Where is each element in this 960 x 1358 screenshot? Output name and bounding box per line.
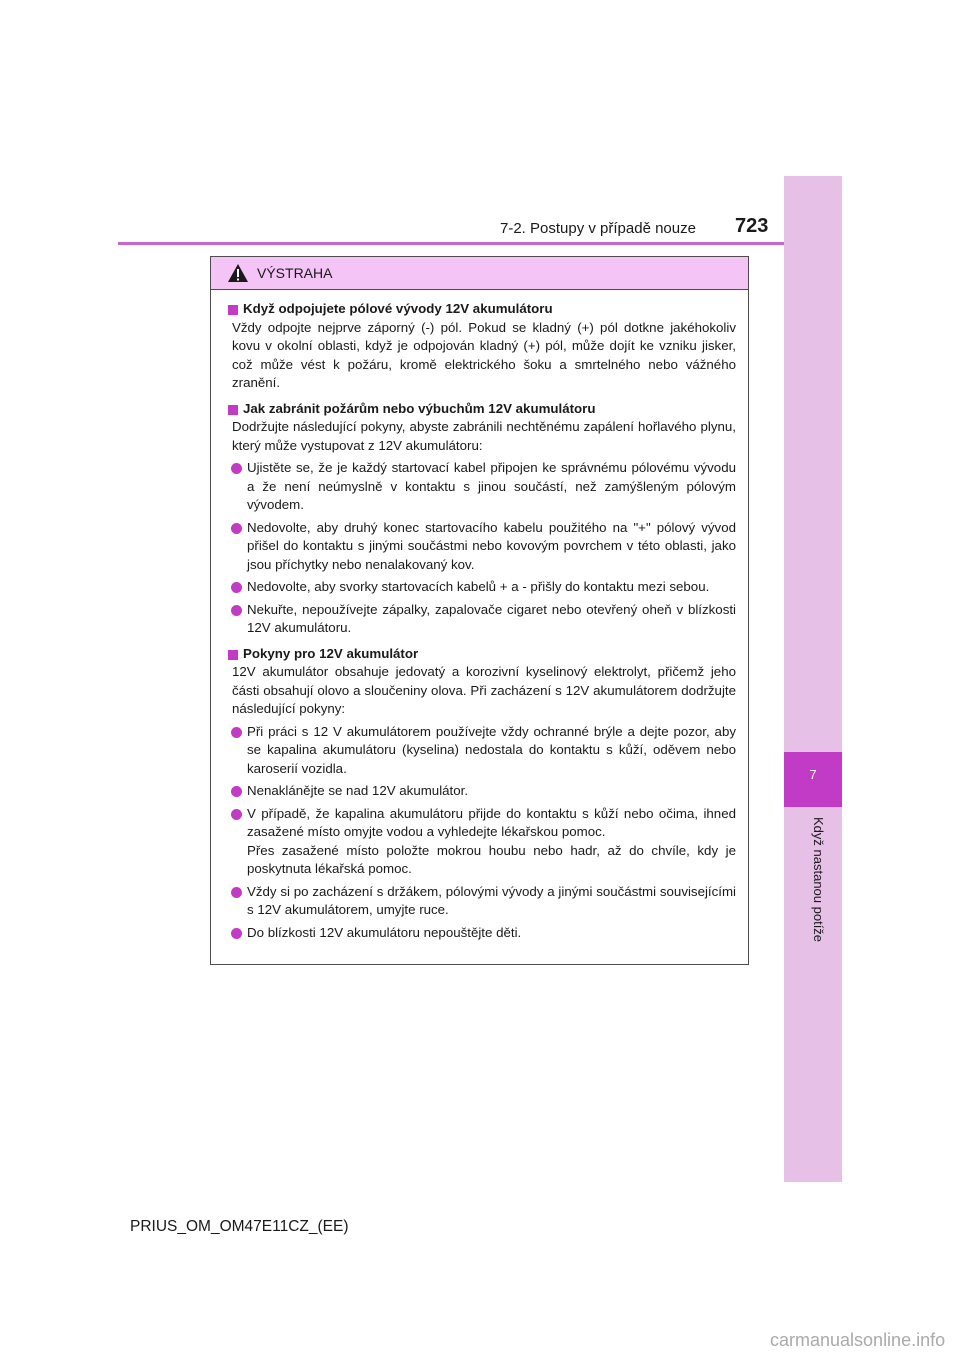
list-item xyxy=(228,459,736,515)
watermark: carmanualsonline.info xyxy=(770,1330,946,1350)
chapter-number: 7 xyxy=(809,767,817,782)
warning-section xyxy=(228,400,741,638)
section-paragraph: 12V akumulátor obsahuje jedovatý a korozivní kyselinový elektrolyt, přičemž jeho části obsahují olovo a sloučeniny olova. Při zacházení s 12V akumulátorem dodržujte následující pokyny: xyxy=(232,664,736,716)
list-item xyxy=(228,805,736,879)
section-paragraph: Dodržujte následující pokyny, abyste zabránili nechtěnému zapálení hořlavého plynu, který může vystupovat z 12V akumulátoru: xyxy=(232,419,736,453)
side-tab xyxy=(784,176,842,1182)
list-item-text: V případě, že kapalina akumulátoru přijde do kontaktu s kůží nebo očima, ihned zasažené místo omyjte vodou a vyhledejte lékařskou pomoc. Přes zasažené místo položte mokrou houbu nebo hadr, až do chvíle, kdy je poskytnuta lékařská pomoc. xyxy=(247,805,736,876)
list-item-text: Nedovolte, aby druhý konec startovacího kabelu použitého na "+" pólový vývod přišel do kontaktu s jinými součástmi nebo kovovým povrchem v této oblasti, jako jsou příchytky nebo nenalakovaný kov. xyxy=(247,519,736,572)
warning-box xyxy=(210,256,749,965)
list-item-text: Nenaklánějte se nad 12V akumulátor. xyxy=(247,783,469,798)
list-item-text: Ujistěte se, že je každý startovací kabel připojen ke správnému pólovému vývodu a že není neúmyslně v kontaktu s jinou součástí, než zamýšleným pólovým vývodem. xyxy=(247,460,736,512)
list-item xyxy=(228,883,736,920)
section-title: 7-2. Postupy v případě nouze xyxy=(500,220,696,237)
list-item xyxy=(228,578,736,597)
section-heading xyxy=(228,400,741,419)
list-item xyxy=(228,601,736,638)
round-bullet-icon xyxy=(231,786,242,797)
list-item-text: Nekuřte, nepoužívejte zápalky, zapalovače cigaret nebo otevřený oheň v blízkosti 12V akumulátoru. xyxy=(247,601,736,635)
round-bullet-icon xyxy=(231,463,242,474)
list-item-text: Při práci s 12 V akumulátorem používejte vždy ochranné brýle a dejte pozor, aby se kapalina akumulátoru (kyselina) nedostala do kontaktu s kůží, oděvem nebo karoserií vozidla. xyxy=(247,723,736,776)
page-number: 723 xyxy=(735,215,769,237)
round-bullet-icon xyxy=(231,809,242,820)
round-bullet-icon xyxy=(231,727,242,738)
warning-section xyxy=(228,300,741,393)
square-bullet-icon xyxy=(228,650,238,660)
round-bullet-icon xyxy=(231,582,242,593)
round-bullet-icon xyxy=(231,523,242,534)
section-heading xyxy=(228,300,741,319)
warning-title: VÝSTRAHA xyxy=(257,265,333,281)
list-item xyxy=(228,924,736,943)
round-bullet-icon xyxy=(231,928,242,939)
chapter-label: Když nastanou potíže xyxy=(811,817,826,943)
list-item-text: Vždy si po zacházení s držákem, pólovými vývody a jinými součástmi souvisejícími s 12V akumulátorem, umyjte ruce. xyxy=(247,883,736,917)
header-rule xyxy=(118,242,784,245)
warning-section xyxy=(228,645,741,943)
section-heading-text: Jak zabránit požárům nebo výbuchům 12V akumulátoru xyxy=(243,400,596,416)
list-item xyxy=(228,519,736,575)
section-heading-text: Když odpojujete pólové vývody 12V akumulátoru xyxy=(243,301,553,316)
warning-triangle-icon xyxy=(227,263,249,283)
list-item-text: Nedovolte, aby svorky startovacích kabelů + a - přišly do kontaktu mezi sebou. xyxy=(247,579,710,594)
section-heading-text: Pokyny pro 12V akumulátor xyxy=(243,645,419,661)
list-item xyxy=(228,782,736,801)
warning-header xyxy=(211,257,748,290)
square-bullet-icon xyxy=(228,405,238,415)
list-item xyxy=(228,723,736,779)
document-code: PRIUS_OM_OM47E11CZ_(EE) xyxy=(130,1218,349,1235)
round-bullet-icon xyxy=(231,605,242,616)
list-item-text: Do blízkosti 12V akumulátoru nepouštějte děti. xyxy=(247,924,522,940)
section-paragraph: Vždy odpojte nejprve záporný (-) pól. Pokud se kladný (+) pól dotkne jakéhokoliv kovu v okolní oblasti, když je odpojován kladný (+) pól, může dojít ke vzniku jisker, což může vést k požáru, kromě elektrického šoku a smrtelného nebo vážného zranění. xyxy=(232,319,736,390)
round-bullet-icon xyxy=(231,887,242,898)
warning-content xyxy=(211,290,748,942)
square-bullet-icon xyxy=(228,305,238,315)
section-heading xyxy=(228,645,741,664)
